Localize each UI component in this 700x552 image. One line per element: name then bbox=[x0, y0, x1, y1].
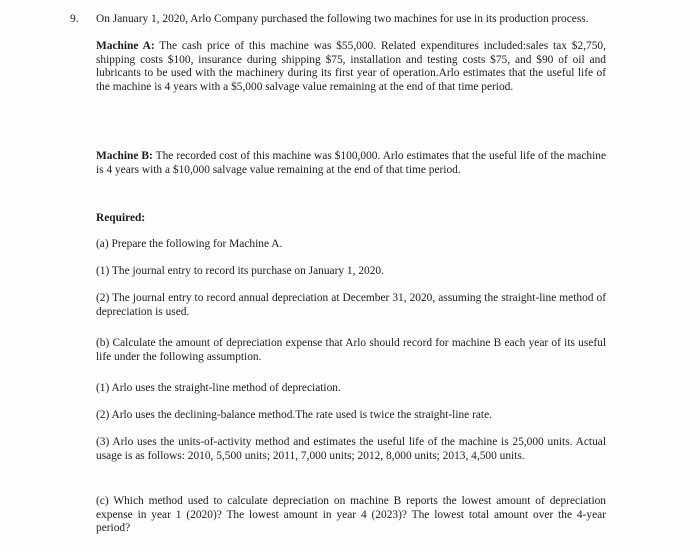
machine-a-label: Machine A: bbox=[96, 40, 155, 52]
item-b3: (3) Arlo uses the units-of-activity method and estimates the useful life of the machine is 25,000 units. Actual usage is as follows: 2010, 5,500 units; 2011, 7,000 units; 2012, 8,000 units; 2013, 4,500 units. bbox=[96, 436, 606, 462]
item-b2: (2) Arlo uses the declining-balance method.The rate used is twice the straight-line rate. bbox=[96, 409, 493, 421]
question-number: 9. bbox=[70, 13, 79, 25]
item-c: (c) Which method used to calculate depreciation on machine B reports the lowest amount of depreciation expense in year 1 (2020)? The lowest amount in year 4 (2023)? The lowest total amount over the 4-year period? bbox=[96, 495, 606, 535]
machine-a-text: The cash price of this machine was $55,000. Related expenditures included:sales tax $2,750, shipping costs $100, insurance during shipping $75, installation and testing costs $75, and $90 of oil and lubricants to be used with the machinery during its first year of operation.Arlo estimates that the useful life of the machine is 4 years with a $5,000 salvage value remaining at the end of that time period. bbox=[96, 40, 606, 93]
item-b1: (1) Arlo uses the straight-line method of depreciation. bbox=[96, 382, 341, 394]
required-heading: Required: bbox=[96, 212, 146, 224]
machine-b-text: The recorded cost of this machine was $100,000. Arlo estimates that the useful life of the machine is 4 years with a $10,000 salvage value remaining at the end of that time period. bbox=[96, 150, 606, 176]
item-a2: (2) The journal entry to record annual depreciation at December 31, 2020, assuming the straight-line method of depreciation is used. bbox=[96, 292, 606, 318]
machine-b-paragraph bbox=[96, 150, 606, 177]
item-b: (b) Calculate the amount of depreciation expense that Arlo should record for machine B each year of its useful life under the following assumption. bbox=[96, 337, 606, 363]
item-a1: (1) The journal entry to record its purchase on January 1, 2020. bbox=[96, 265, 384, 277]
item-a: (a) Prepare the following for Machine A. bbox=[96, 238, 283, 250]
question-intro: On January 1, 2020, Arlo Company purchased the following two machines for use in its production process. bbox=[96, 13, 589, 25]
machine-b-label: Machine B: bbox=[96, 150, 153, 162]
machine-a-paragraph bbox=[96, 40, 606, 94]
